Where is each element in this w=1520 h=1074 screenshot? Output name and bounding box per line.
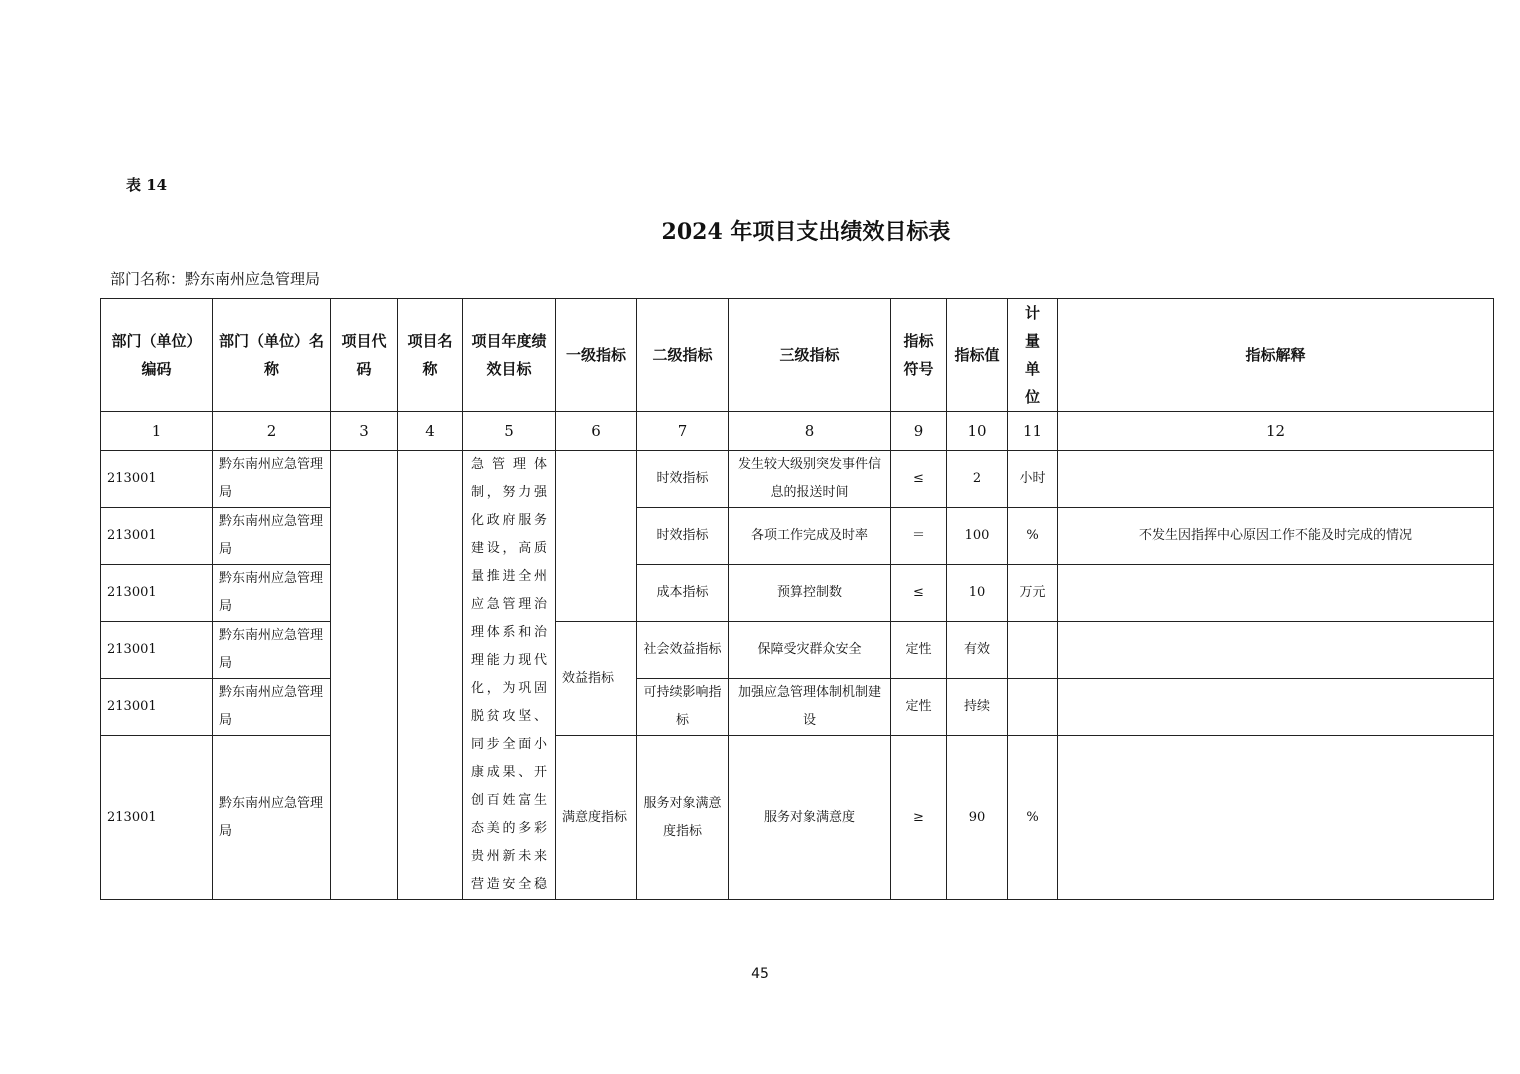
cell-level2: 时效指标	[637, 508, 729, 565]
header-level2: 二级指标	[637, 299, 729, 412]
cell-dept-name: 黔东南州应急管理局	[213, 736, 331, 900]
page-title: 2024 年项目支出绩效目标表	[661, 219, 951, 245]
cell-level3: 发生较大级别突发事件信息的报送时间	[729, 451, 891, 508]
table-row	[101, 451, 1494, 508]
column-number-row	[101, 412, 1494, 451]
column-number: 2	[213, 412, 331, 451]
column-number: 12	[1058, 412, 1494, 451]
cell-dept-name: 黔东南州应急管理局	[213, 451, 331, 508]
cell-level3: 服务对象满意度	[729, 736, 891, 900]
header-project-code: 项目代码	[331, 299, 398, 412]
column-number: 6	[556, 412, 637, 451]
header-symbol: 指标符号	[891, 299, 947, 412]
column-number: 3	[331, 412, 398, 451]
cell-level3: 加强应急管理体制机制建设	[729, 679, 891, 736]
column-number: 8	[729, 412, 891, 451]
cell-dept-code: 213001	[101, 679, 213, 736]
cell-project-name	[398, 451, 463, 900]
column-number: 7	[637, 412, 729, 451]
page-number: 45	[751, 966, 769, 982]
cell-dept-code: 213001	[101, 565, 213, 622]
cell-explanation	[1058, 451, 1494, 508]
cell-level2: 成本指标	[637, 565, 729, 622]
cell-level2: 可持续影响指标	[637, 679, 729, 736]
cell-explanation	[1058, 622, 1494, 679]
cell-value: 90	[947, 736, 1008, 900]
header-level1: 一级指标	[556, 299, 637, 412]
column-number: 1	[101, 412, 213, 451]
cell-explanation	[1058, 679, 1494, 736]
table-row	[101, 736, 1494, 900]
cell-level2: 时效指标	[637, 451, 729, 508]
cell-dept-name: 黔东南州应急管理局	[213, 508, 331, 565]
cell-dept-code: 213001	[101, 622, 213, 679]
cell-dept-name: 黔东南州应急管理局	[213, 679, 331, 736]
cell-dept-code: 213001	[101, 451, 213, 508]
table-row	[101, 508, 1494, 565]
column-number: 9	[891, 412, 947, 451]
cell-dept-code: 213001	[101, 508, 213, 565]
table-row	[101, 622, 1494, 679]
cell-value: 100	[947, 508, 1008, 565]
table-label: 表 14	[126, 176, 168, 194]
cell-unit	[1008, 679, 1058, 736]
cell-symbol: ≥	[891, 736, 947, 900]
table-row	[101, 679, 1494, 736]
column-number: 5	[463, 412, 556, 451]
header-project-name: 项目名称	[398, 299, 463, 412]
cell-project-code	[331, 451, 398, 900]
cell-level3: 预算控制数	[729, 565, 891, 622]
cell-annual-goal	[463, 451, 556, 900]
cell-level1: 满意度指标	[556, 736, 637, 900]
cell-level3: 各项工作完成及时率	[729, 508, 891, 565]
header-row	[101, 299, 1494, 412]
cell-level1: 效益指标	[556, 622, 637, 736]
cell-level3: 保障受灾群众安全	[729, 622, 891, 679]
column-number: 10	[947, 412, 1008, 451]
header-unit: 计量单位	[1008, 299, 1058, 412]
header-explanation: 指标解释	[1058, 299, 1494, 412]
cell-explanation	[1058, 565, 1494, 622]
cell-unit: 小时	[1008, 451, 1058, 508]
annual-goal-text: 急管理体制，努力强化政府服务建设，高质量推进全州应急管理治理体系和治理能力现代化，为巩固脱贫攻坚、同步全面小康成果、开创百姓富生态美的多彩贵州新未来营造安全稳	[471, 457, 547, 892]
header-annual-goal: 项目年度绩效目标	[463, 299, 556, 412]
cell-value: 10	[947, 565, 1008, 622]
cell-unit: %	[1008, 508, 1058, 565]
cell-symbol: ≤	[891, 565, 947, 622]
cell-explanation	[1058, 736, 1494, 900]
cell-unit: %	[1008, 736, 1058, 900]
cell-value: 2	[947, 451, 1008, 508]
cell-level1-blank	[556, 451, 637, 622]
cell-symbol: 定性	[891, 622, 947, 679]
cell-dept-code: 213001	[101, 736, 213, 900]
cell-level2: 服务对象满意度指标	[637, 736, 729, 900]
cell-symbol: ＝	[891, 508, 947, 565]
column-number: 4	[398, 412, 463, 451]
header-level3: 三级指标	[729, 299, 891, 412]
column-number: 11	[1008, 412, 1058, 451]
department-line: 部门名称：黔东南州应急管理局	[110, 270, 321, 288]
performance-table	[100, 298, 1494, 900]
table-row	[101, 565, 1494, 622]
cell-unit: 万元	[1008, 565, 1058, 622]
header-dept-name: 部门（单位）名称	[213, 299, 331, 412]
header-dept-code: 部门（单位）编码	[101, 299, 213, 412]
cell-symbol: 定性	[891, 679, 947, 736]
cell-dept-name: 黔东南州应急管理局	[213, 622, 331, 679]
cell-dept-name: 黔东南州应急管理局	[213, 565, 331, 622]
header-value: 指标值	[947, 299, 1008, 412]
cell-unit	[1008, 622, 1058, 679]
cell-value: 有效	[947, 622, 1008, 679]
cell-symbol: ≤	[891, 451, 947, 508]
cell-value: 持续	[947, 679, 1008, 736]
cell-explanation: 不发生因指挥中心原因工作不能及时完成的情况	[1058, 508, 1494, 565]
cell-level2: 社会效益指标	[637, 622, 729, 679]
